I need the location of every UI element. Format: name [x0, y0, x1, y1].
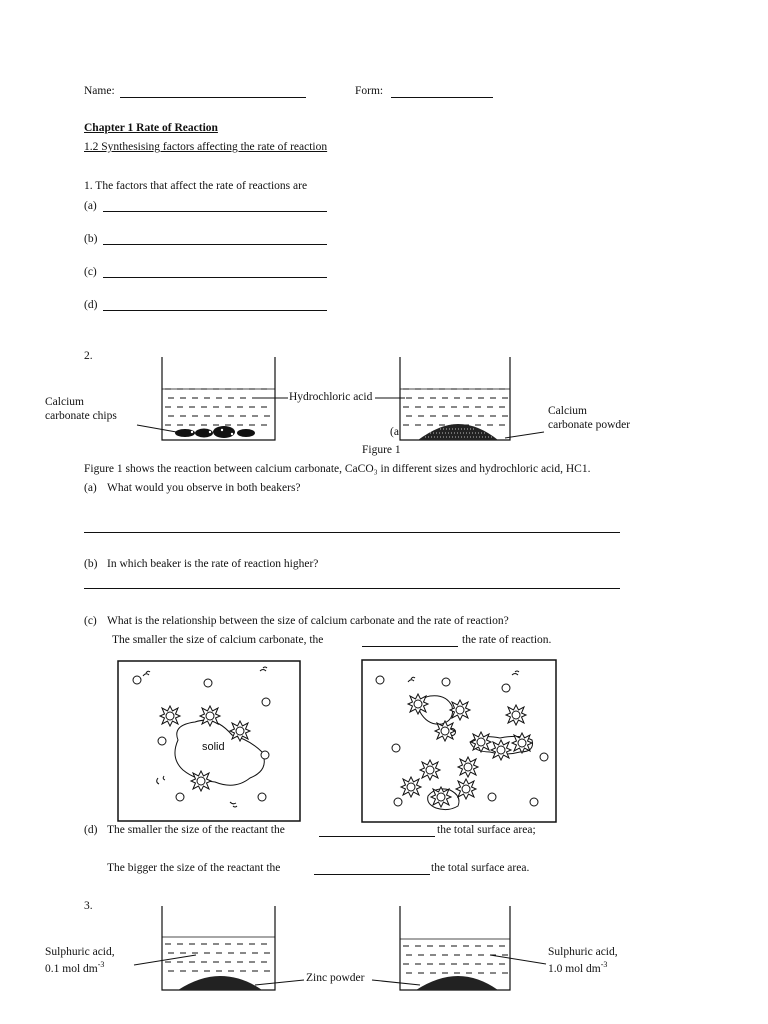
- q2b-text: In which beaker is the rate of reaction higher?: [107, 558, 319, 570]
- zinc-powder-right: [416, 976, 498, 990]
- label-right-acid-line2: 1.0 mol $dm^{-3}$: [548, 960, 608, 975]
- q2d-line2-end: the total surface area.: [431, 862, 530, 874]
- solid-label: solid: [202, 741, 225, 753]
- q3-number: 3.: [84, 900, 93, 912]
- q2c-sentence-start: The smaller the size of calcium carbonate, the: [112, 634, 324, 646]
- beaker-concentrated-acid: [400, 906, 510, 990]
- q2d-line2-start: The bigger the size of the reactant the: [107, 862, 281, 874]
- q2c-label: (c): [84, 615, 97, 627]
- form-label: Form:: [355, 85, 384, 97]
- q2a-label: (a): [84, 482, 97, 494]
- q1-option-c-label: (c): [84, 266, 97, 278]
- label-left-acid-line2: 0.1 mol $dm^{-3}$: [45, 960, 105, 975]
- q1-option-a-label: (a): [84, 200, 97, 212]
- name-label: Name:: [84, 85, 115, 97]
- q2c-sentence-end: the rate of reaction.: [462, 634, 552, 646]
- q2b-label: (b): [84, 558, 98, 570]
- q2d-label: (d): [84, 824, 98, 836]
- q2d-line1-end: the total surface area;: [437, 824, 536, 836]
- label-powder-line2: carbonate powder: [548, 419, 631, 431]
- zinc-powder-left: [178, 976, 262, 990]
- label-powder-line1: Calcium: [548, 405, 587, 417]
- section-subtitle: 1.2 Synthesising factors affecting the rate of reaction: [84, 141, 328, 153]
- q2d-line1-start: The smaller the size of the reactant the: [107, 824, 285, 836]
- beaker-dilute-acid: [162, 906, 275, 990]
- q1-prompt: 1. The factors that affect the rate of reactions are: [84, 180, 308, 192]
- q2c-text: What is the relationship between the size of calcium carbonate and the rate of reaction?: [107, 615, 509, 627]
- q1-option-b-label: (b): [84, 233, 98, 245]
- q2-number: 2.: [84, 350, 93, 362]
- chapter-title: Chapter 1 Rate of Reaction: [84, 122, 218, 134]
- q2-description: Figure 1 shows the reaction between calcium carbonate, CaCO₃ in different sizes and hydrochloric acid, HC1.: [84, 463, 591, 475]
- label-partial: (a: [390, 426, 399, 438]
- label-chips-line1: Calcium: [45, 396, 84, 408]
- label-left-acid-line1: Sulphuric acid,: [45, 946, 115, 958]
- label-hydrochloric-acid: Hydrochloric acid: [289, 391, 373, 403]
- q2a-text: What would you observe in both beakers?: [107, 482, 301, 494]
- label-right-acid-line1: Sulphuric acid,: [548, 946, 618, 958]
- label-zinc-powder: Zinc powder: [306, 972, 365, 984]
- q1-option-d-label: (d): [84, 299, 98, 311]
- figure1-caption: Figure 1: [362, 444, 401, 456]
- label-chips-line2: carbonate chips: [45, 410, 117, 422]
